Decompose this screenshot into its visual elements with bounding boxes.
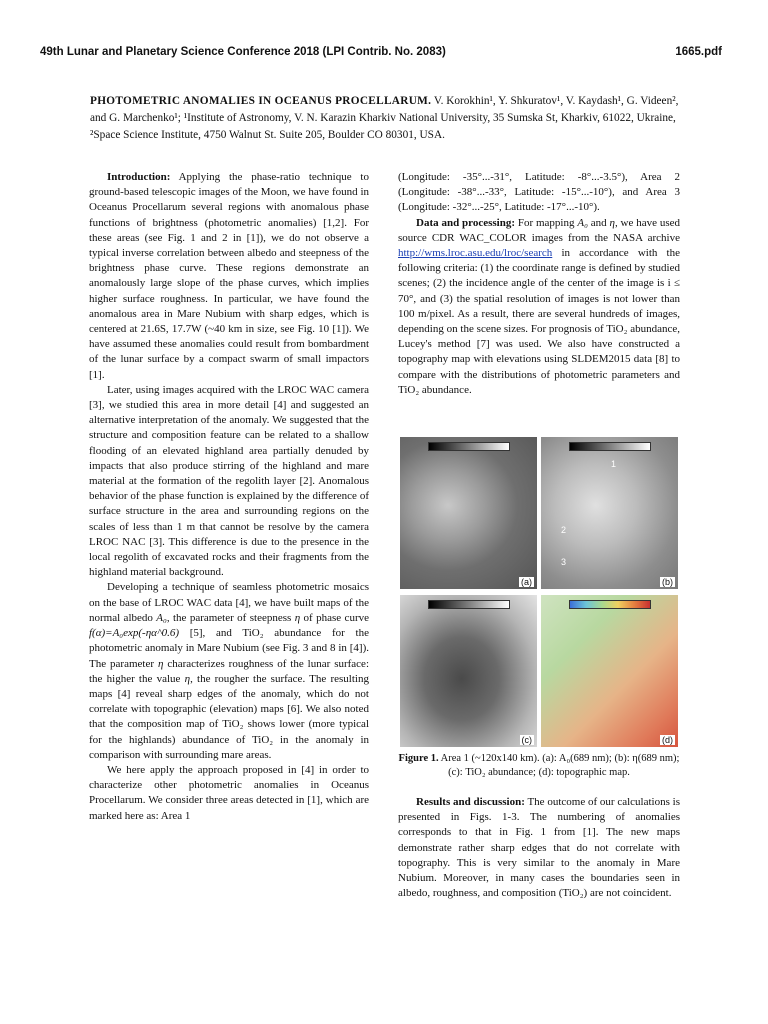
title-block bbox=[90, 93, 680, 144]
caption-label: Figure 1. bbox=[398, 753, 439, 764]
anomaly-marker-1: 1 bbox=[611, 459, 617, 469]
results-text: The outcome of our calculations is presented in Figs. 1-3. The numbering of anomalies corresponds to that in Fig. 1 from [1]. The new maps demonstrate rather sharp edges that do not correlate with topography. This is very similar to the anomaly in Mare Nubium. Moreover, in many cases the boundaries seen in albedo, roughness, and composition (TiO₂) are not coincident. bbox=[398, 796, 680, 900]
caption-text: Area 1 (~120x140 km). (a): A₀(689 nm); (b): η(689 nm); (c): TiO₂ abundance; (d): topographic map. bbox=[438, 753, 680, 778]
authors-affiliations: V. Korokhin¹, Y. Shkuratov¹, V. Kaydash¹, G. Videen², and G. Marchenko¹; ¹Institute of Astronomy, V. N. Karazin Kharkiv National University, 35 Sumska St, Kharkiv, 61022, Ukraine, ²Space Science Institute, 4750 Walnut St. Suite 205, Boulder CO 80301, USA. bbox=[90, 95, 679, 141]
albedo-map-image bbox=[400, 437, 537, 589]
colorbar bbox=[569, 600, 651, 609]
tio2-map-image bbox=[400, 595, 537, 747]
roughness-map-image bbox=[541, 437, 678, 589]
anomaly-marker-2: 2 bbox=[561, 525, 567, 535]
anomaly-marker-3: 3 bbox=[561, 557, 567, 567]
nasa-archive-link[interactable]: http://wms.lroc.asu.edu/lroc/search bbox=[398, 247, 553, 260]
colorbar bbox=[569, 442, 651, 451]
intro-paragraph-4: We here apply the approach proposed in [4] in order to characterize other photometric anomalies in Oceanus Procellarum. We consider three areas detected in [1], which are marked here as: Area 1 bbox=[89, 763, 369, 822]
left-column bbox=[89, 170, 369, 824]
conference-header: 49th Lunar and Planetary Science Conference 2018 (LPI Contrib. No. 2083) bbox=[40, 46, 446, 58]
panel-label-b: (b) bbox=[662, 577, 673, 587]
colorbar bbox=[428, 442, 510, 451]
intro-paragraph-2: Later, using images acquired with the LROC WAC camera [3], we studied this area in more detail [4] and suggested an alternative interpretation of the anomaly. We suggested that the structure and composition feature can be related to a shallow flooding of an elevated highland area partially denuded by impacts that also produce stirring of the highland and mare material at the formation of the regolith layer [2]. Anomalous behavior of the phase function is explained by the difference of surface structure in the area and surrounding regions on the scales of less than 1 m that cannot be resolve by the camera LROC NAC [3]. This difference is due to the presence in the local regolith of excavated rocks and their fragments from the highland material background. bbox=[89, 383, 369, 579]
results-section bbox=[398, 795, 680, 901]
results-heading: Results and discussion: bbox=[416, 796, 525, 808]
panel-label-a: (a) bbox=[521, 577, 532, 587]
topographic-map-image bbox=[541, 595, 678, 747]
intro-paragraph-1: Applying the phase-ratio technique to ground-based telescopic images of the Moon, we have found in Oceanus Procellarum several regions with anomalous phase functions of brightness (photometric anomalies) [1,2]. For these areas (see Fig. 1 and 2 in [1]), we do not observe a typical inverse correlation between albedo and steepness of the brightness phase curve. These regions demonstrate an anomalously large slope of the phase curves, which implies higher surface roughness. In particular, we have found the anomalous area in Mare Nubium with sharp edges, which is centered at 21.6S, 17.7W (~40 km in size, see Fig. 10 [1]). We have assumed these anomalies could result from bombardment of the lunar surface by a compact swarm of small impactors [1]. bbox=[89, 171, 369, 381]
colorbar bbox=[428, 600, 510, 609]
intro-heading: Introduction: bbox=[107, 171, 171, 183]
figure-caption bbox=[398, 752, 680, 780]
data-processing-paragraph: Data and processing: For mapping A₀ and η, we have used source CDR WAC_COLOR images from the NASA archive http://wms.lroc.asu.edu/lroc/search in accordance with the following criteria: (1) the coordinate range is defined by studied scenes; (2) the incidence angle of the center of the image is i ≤ 70°, and (3) the spatial resolution of images is not lower than 100 m/pixel. As a result, there are several hundreds of images, depending on the scene sizes. For prognosis of TiO₂ abundance, Lucey's method [7] was used. We also have constructed a topography map with elevations using SLDEM2015 data [8] to compare with the distributions of photometric parameters and TiO₂ abundance. bbox=[398, 216, 681, 396]
data-heading: Data and processing: bbox=[416, 216, 516, 229]
panel-label-d: (d) bbox=[662, 735, 673, 745]
figure-1 bbox=[400, 437, 680, 750]
right-column bbox=[398, 170, 680, 398]
intro-paragraph-3: Developing a technique of seamless photometric mosaics on the base of LROC WAC data [4], we have built maps of the normal albedo A₀, the parameter of steepness η of phase curve f(α)=A₀exp(-ηα^0.6) [5], and TiO₂ abundance for the photometric anomaly in Mare Nubium (see Fig. 3 and 8 in [4]). The parameter η characterizes roughness of the lunar surface: the higher the value η, the rougher the surface. The resulting maps [4] reveal sharp edges of the anomaly, which do not correlate with topographic (elevation) maps [6]. We also noted that the composition map of TiO₂ shows lower (more typical for the highlands) abundance of TiO₂ in the anomaly in comparison with surrounding mare areas. bbox=[89, 581, 369, 761]
area-continuation: (Longitude: -35°...-31°, Latitude: -8°...-3.5°), Area 2 (Longitude: -38°...-33°, Latitude: -15°...-10°), and Area 3 (Longitude: -32°...-25°, Latitude: -17°...-10°). bbox=[398, 171, 680, 214]
paper-title: PHOTOMETRIC ANOMALIES IN OCEANUS PROCELLARUM. bbox=[90, 95, 432, 107]
panel-label-c: (c) bbox=[521, 735, 532, 745]
file-name: 1665.pdf bbox=[675, 46, 722, 58]
